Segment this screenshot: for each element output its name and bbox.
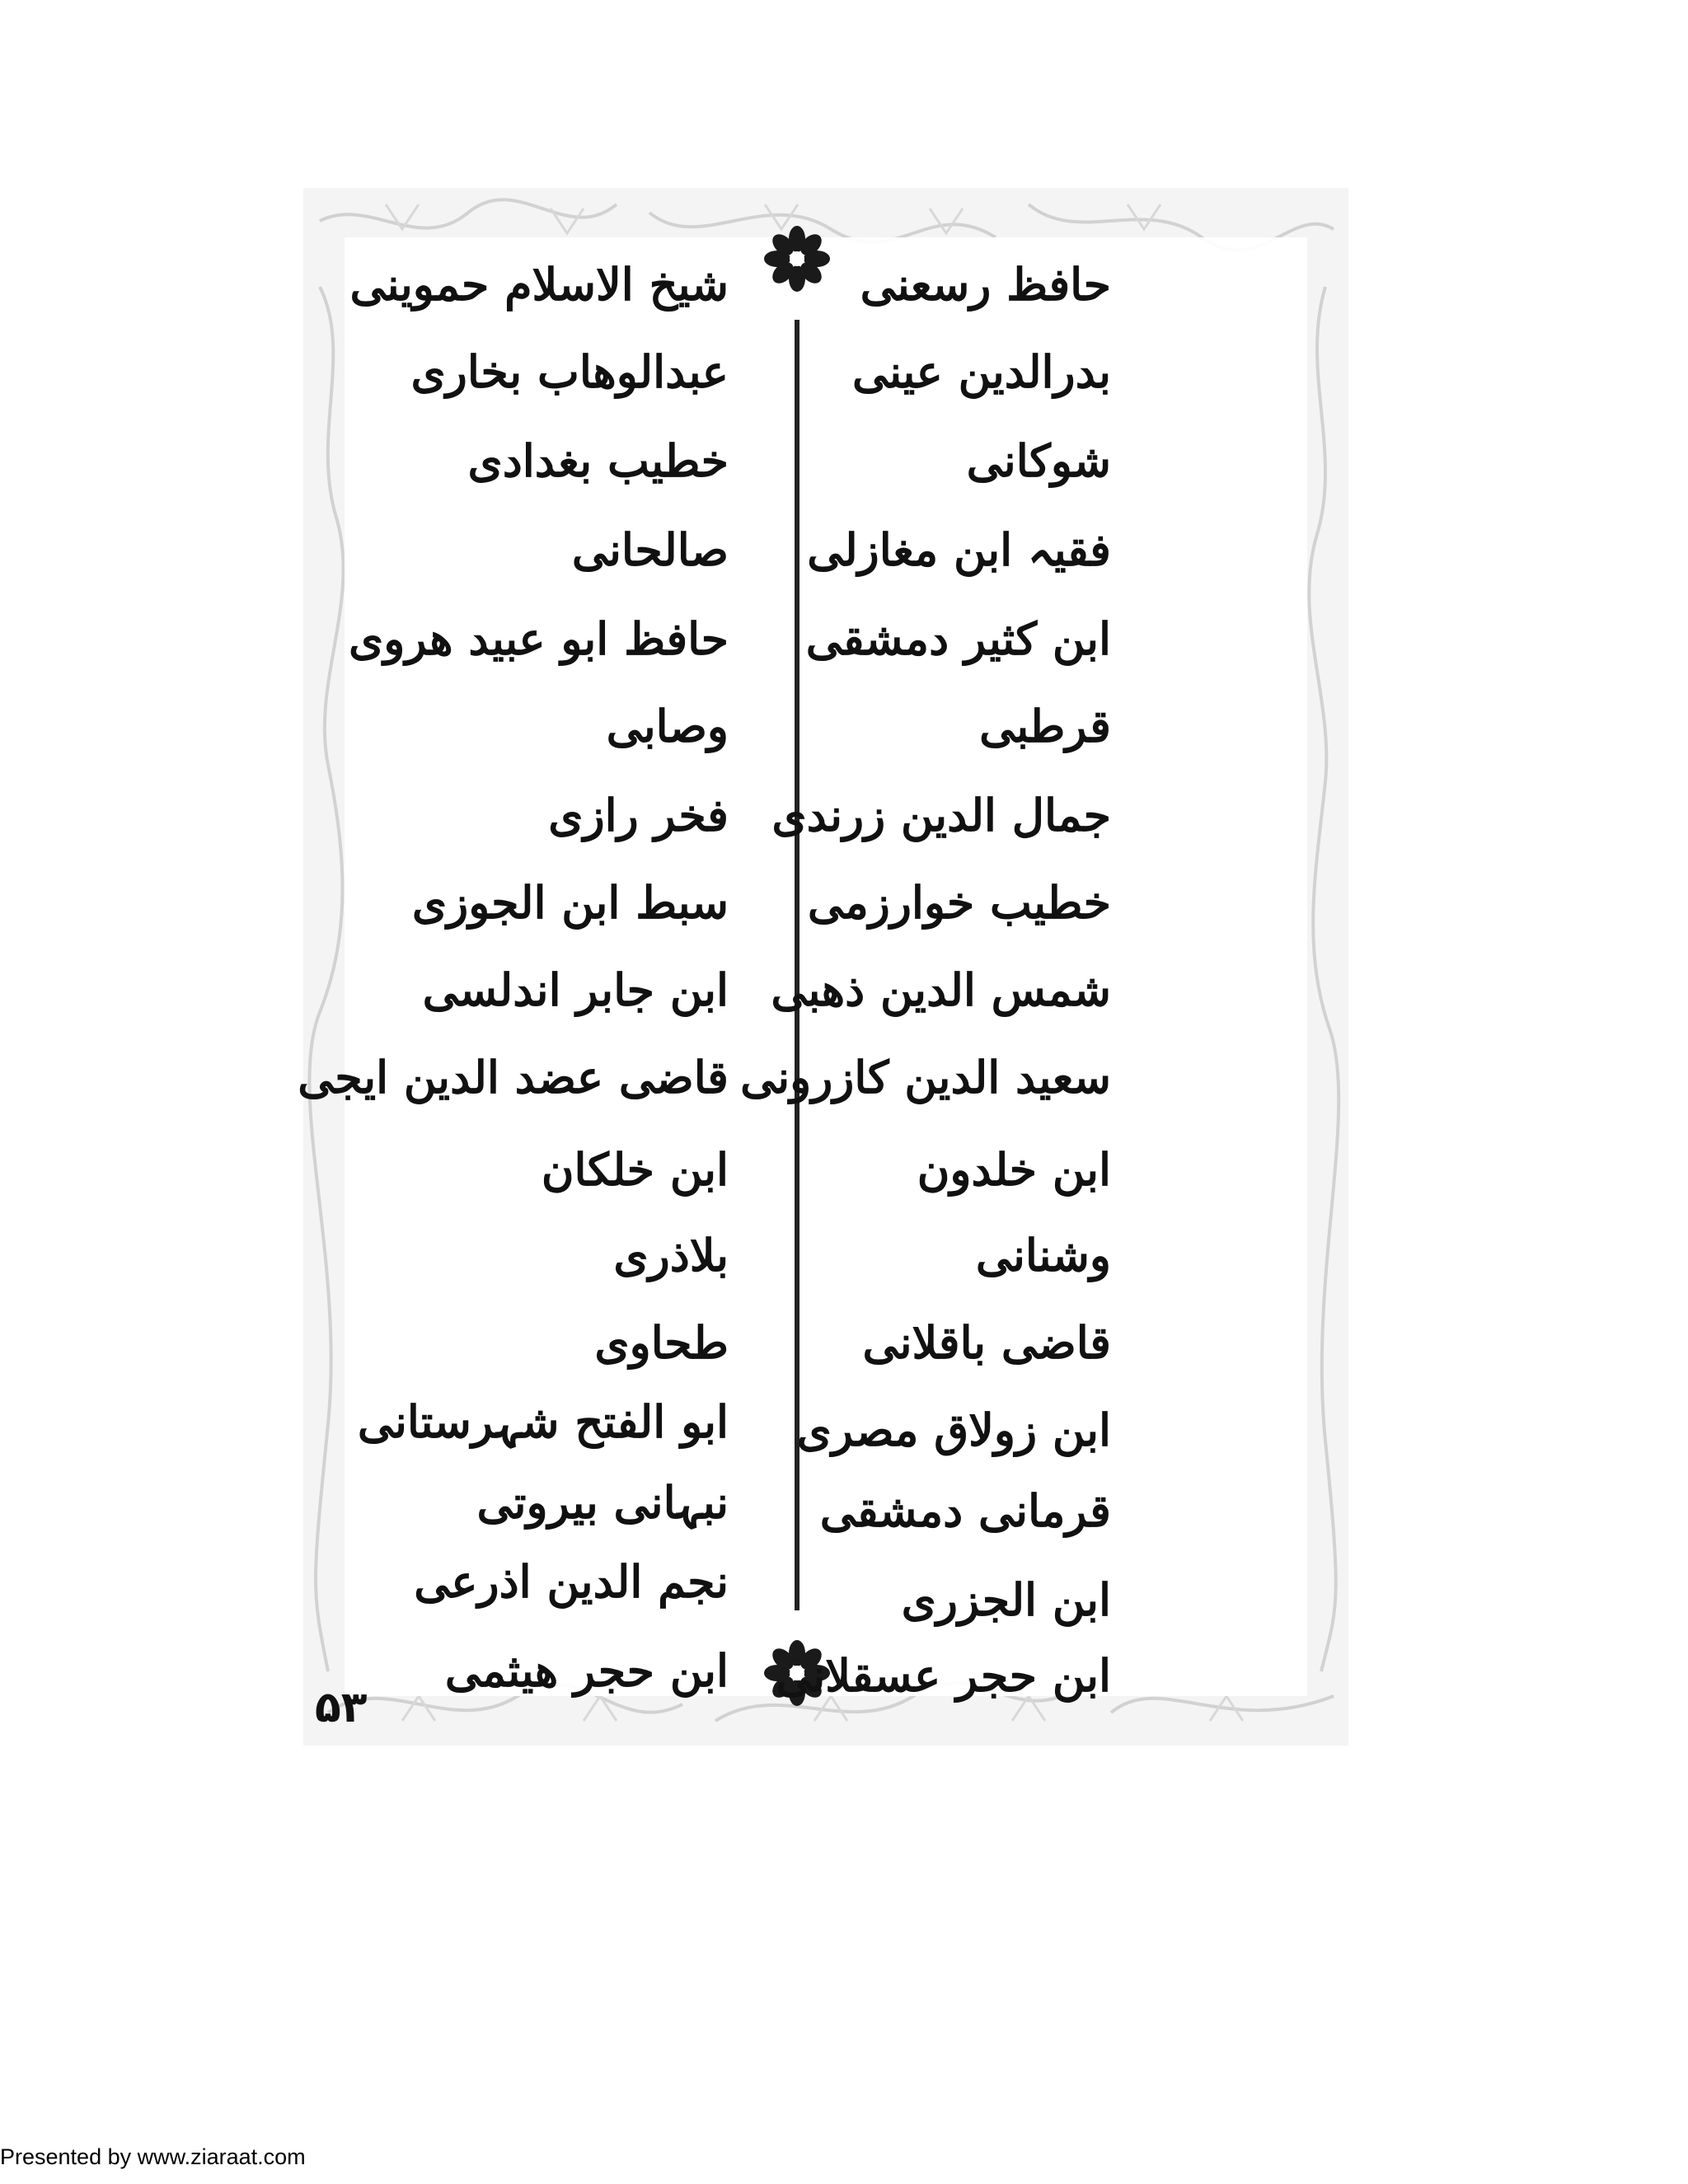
list-item: قاضی عضد الدین ایجی <box>298 1051 729 1104</box>
list-item: شوکانی <box>966 434 1111 487</box>
footer-credit: Presented by www.ziaraat.com <box>0 2144 306 2169</box>
list-item: بلاذری <box>613 1229 729 1282</box>
list-item: قرطبی <box>979 700 1111 752</box>
list-item: عبدالوھاب بخاری <box>410 345 729 398</box>
list-item: جمال الدین زرندی <box>771 789 1111 841</box>
list-item: ابن حجر ھیثمی <box>444 1644 729 1697</box>
list-item: ابن جابر اندلسی <box>422 963 729 1016</box>
list-item: نجم الدین اذرعی <box>414 1555 729 1608</box>
list-item: شمس الدین ذھبی <box>771 963 1111 1016</box>
list-item: خطیب خوارزمی <box>807 876 1111 929</box>
list-item: ابن خلدون <box>917 1143 1111 1196</box>
list-item: ابو الفتح شہرستانی <box>357 1395 729 1448</box>
list-item: حافظ ابو عبید ھروی <box>348 612 729 665</box>
list-item: سبط ابن الجوزی <box>411 876 729 929</box>
list-item: قرمانی دمشقی <box>819 1484 1111 1537</box>
list-item: فخر رازی <box>548 789 729 841</box>
list-item: شیخ الاسلام حموینی <box>349 258 729 311</box>
list-item: وصابی <box>606 700 729 752</box>
list-item: ابن زولاق مصری <box>796 1404 1111 1456</box>
list-item: ابن الجزری <box>901 1573 1111 1626</box>
list-item: فقیہ ابن مغازلی <box>807 523 1111 576</box>
list-item: نبہانی بیروتی <box>476 1476 729 1529</box>
list-item: صالحانی <box>571 523 729 576</box>
list-item: ابن خلکان <box>541 1143 729 1196</box>
list-item: سعید الدین کازرونی <box>740 1051 1111 1104</box>
list-item: بدرالدین عینی <box>851 345 1111 398</box>
flower-ornament-top-icon <box>762 224 832 293</box>
list-item: حافظ رسعنی <box>860 258 1111 311</box>
list-item: خطیب بغدادی <box>467 434 729 487</box>
list-item: ابن حجر عسقلانی <box>776 1649 1111 1702</box>
list-item: قاضی باقلانی <box>862 1316 1111 1369</box>
page-number: ۵۳ <box>315 1683 368 1732</box>
list-item: طحاوی <box>594 1316 729 1369</box>
list-item: ابن کثیر دمشقی <box>805 612 1111 665</box>
list-item: وشنانی <box>975 1229 1111 1282</box>
